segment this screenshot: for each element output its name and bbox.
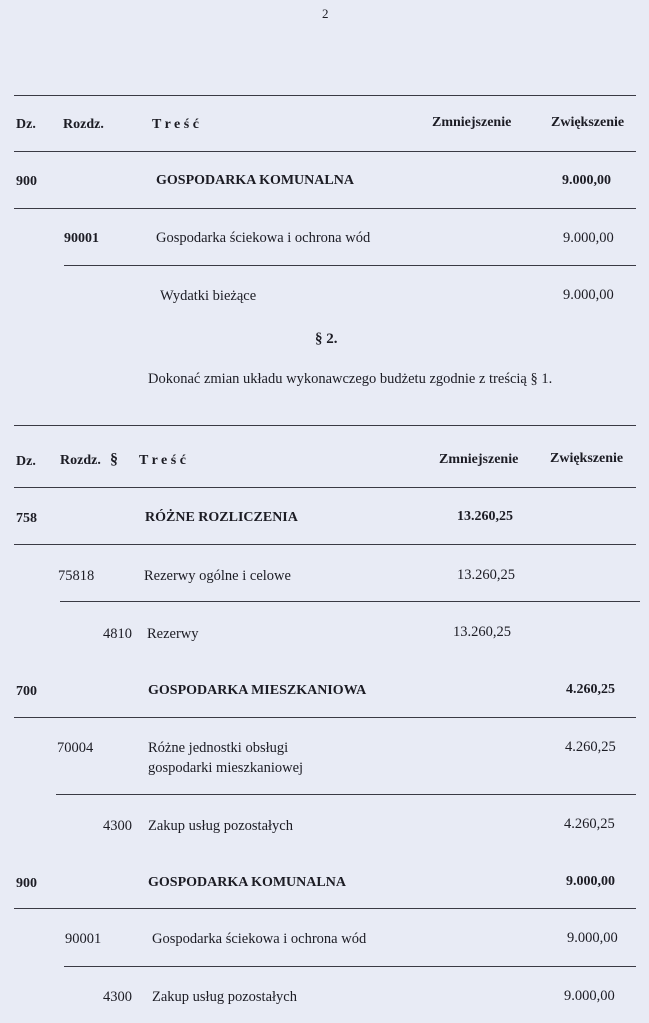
table2-row7-rule [14,908,636,909]
table2-row4-zwiekszenie: 4.260,25 [566,682,615,697]
table2-row9-zwiekszenie: 9.000,00 [564,988,615,1004]
table2-header-rule [14,487,636,488]
section-text: Dokonać zmian układu wykonawczego budżetu zgodnie z treścią § 1. [148,371,553,387]
table2-row7-dz: 900 [16,876,37,891]
table1-top-rule [14,95,636,96]
table2-header-zwiekszenie: Zwiększenie [550,451,624,466]
table2-row1-zmniejszenie: 13.260,25 [457,509,513,524]
table2-header-rozdz: Rozdz. [60,453,101,468]
table2-top-rule [14,425,636,426]
table1-row1-zwiekszenie: 9.000,00 [562,173,611,188]
table1-header-tresc: T r e ś ć [152,117,199,132]
table2-row7-zwiekszenie: 9.000,00 [566,874,615,889]
table2-row5-name-line2: gospodarki mieszkaniowej [148,760,304,776]
table1-row3-name: Wydatki bieżące [160,288,257,304]
table2-header-zmniejszenie: Zmniejszenie [439,452,519,467]
table2-row5-name-line1: Różne jednostki obsługi [148,740,289,756]
table1-row2-rozdz: 90001 [64,231,99,246]
table2-row3-zmniejszenie: 13.260,25 [453,624,511,640]
table2-row2-rule [60,601,640,602]
table2-row9-par: 4300 [103,989,132,1005]
table1-row2-name: Gospodarka ściekowa i ochrona wód [156,230,371,246]
table1-header-zmniejszenie: Zmniejszenie [432,115,512,130]
table2-row1-dz: 758 [16,511,37,526]
table2-row6-par: 4300 [103,818,132,834]
table2-row5-rozdz: 70004 [57,740,94,756]
table1-row2-rule [64,265,636,266]
table1-row1-name: GOSPODARKA KOMUNALNA [156,173,354,188]
table1-header-dz: Dz. [16,117,36,132]
table2-header-tresc: T r e ś ć [139,453,186,468]
table2-row9-name: Zakup usług pozostałych [152,989,297,1005]
table1-row3-zwiekszenie: 9.000,00 [563,287,614,303]
table2-row5-rule [56,794,636,795]
table2-row2-zmniejszenie: 13.260,25 [457,567,515,583]
table2-row8-rozdz: 90001 [65,931,102,947]
table1-row1-rule [14,208,636,209]
table2-header-dz: Dz. [16,454,36,469]
table2-row8-rule [64,966,636,967]
table2-row2-name: Rezerwy ogólne i celowe [144,568,291,584]
table2-row6-name: Zakup usług pozostałych [148,818,293,834]
table2-row7-name: GOSPODARKA KOMUNALNA [148,875,346,890]
table1-header-rule [14,151,636,152]
table2-row1-name: RÓŻNE ROZLICZENIA [145,510,298,525]
table1-row1-dz: 900 [16,174,37,189]
table1-header-rozdz: Rozdz. [63,117,104,132]
table2-row3-par: 4810 [103,626,132,642]
table2-row8-name: Gospodarka ściekowa i ochrona wód [152,931,367,947]
page-number: 2 [322,6,329,21]
table1-row2-zwiekszenie: 9.000,00 [563,230,614,246]
table2-header-par: § [110,451,118,468]
table2-row4-name: GOSPODARKA MIESZKANIOWA [148,683,367,698]
table2-row4-rule [14,717,636,718]
table2-row8-zwiekszenie: 9.000,00 [567,930,618,946]
table2-row6-zwiekszenie: 4.260,25 [564,816,615,832]
table2-row3-name: Rezerwy [147,626,199,642]
table2-row2-rozdz: 75818 [58,568,95,584]
section-title: § 2. [315,331,338,347]
table1-header-zwiekszenie: Zwiększenie [551,115,625,130]
table2-row1-rule [14,544,636,545]
table2-row5-zwiekszenie: 4.260,25 [565,739,616,755]
table2-row4-dz: 700 [16,684,37,699]
